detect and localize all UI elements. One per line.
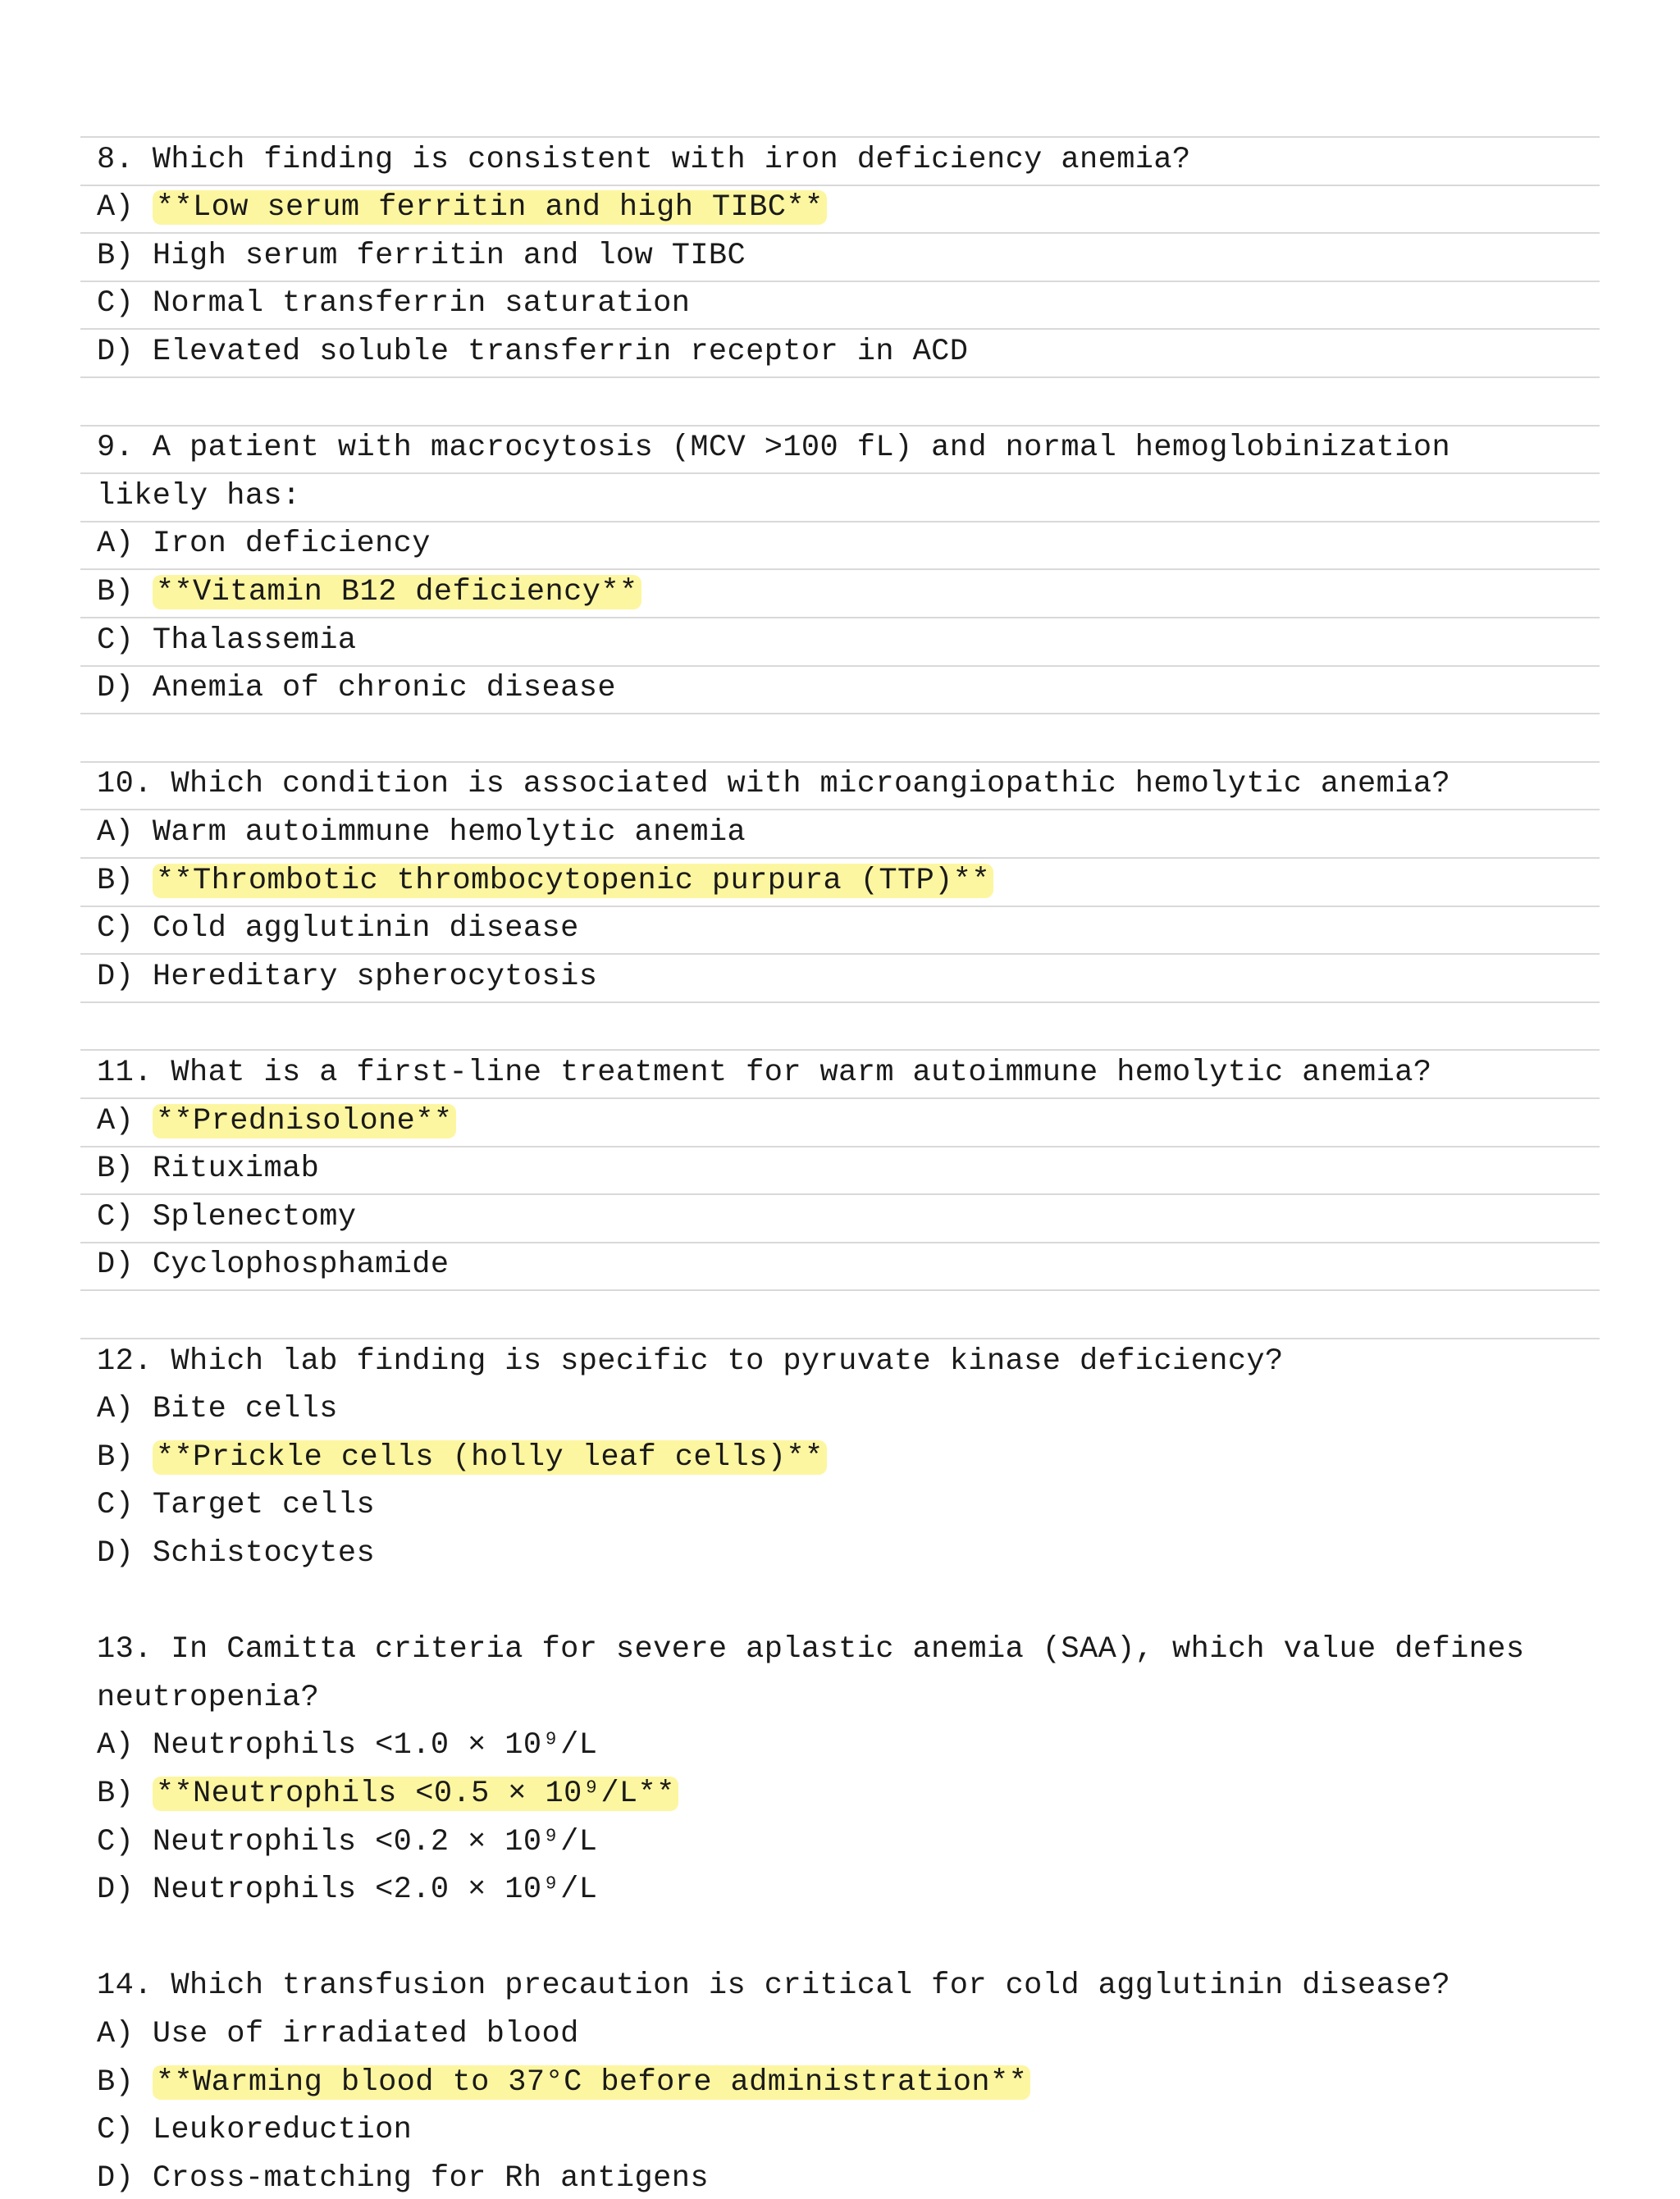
highlighted-answer-text: **Low serum ferritin and high TIBC** xyxy=(153,190,827,225)
ruled-line xyxy=(80,1338,1600,1339)
option-text: Bite cells xyxy=(152,1392,338,1426)
option-letter: A) xyxy=(97,815,135,850)
answer-option xyxy=(97,523,431,564)
option-text: Rituximab xyxy=(152,1152,320,1186)
answer-option xyxy=(97,1485,375,1526)
option-text: Cross-matching for Rh antigens xyxy=(152,2161,709,2196)
ruled-line xyxy=(80,521,1600,522)
question-stem-text: likely has: xyxy=(97,479,301,513)
ruled-line xyxy=(80,809,1600,810)
answer-option xyxy=(97,1822,597,1863)
ruled-line xyxy=(80,617,1600,618)
answer-option-correct xyxy=(97,1101,456,1142)
answer-option xyxy=(97,1725,597,1766)
option-letter: C) xyxy=(97,286,135,321)
ruled-line xyxy=(80,665,1600,667)
question-stem-text: 10. Which condition is associated with microangiopathic hemolytic anemia? xyxy=(97,767,1451,801)
ruled-line xyxy=(80,906,1600,907)
highlighted-answer-text: **Prickle cells (holly leaf cells)** xyxy=(153,1440,827,1475)
ruled-line xyxy=(80,1097,1600,1099)
option-text: Neutrophils <1.0 × 10⁹/L xyxy=(152,1728,598,1763)
highlighted-answer-text: **Vitamin B12 deficiency** xyxy=(153,575,641,609)
question-stem xyxy=(97,427,1450,468)
ruled-line xyxy=(80,953,1600,955)
option-letter: D) xyxy=(97,671,135,705)
option-letter: C) xyxy=(97,1488,135,1522)
answer-option xyxy=(97,2110,412,2151)
answer-option xyxy=(97,1197,356,1238)
answer-option xyxy=(97,2014,579,2055)
answer-option-correct xyxy=(97,2062,1030,2103)
question-stem-text: 13. In Camitta criteria for severe aplastic anemia (SAA), which value defines xyxy=(97,1632,1525,1667)
ruled-line xyxy=(80,328,1600,330)
highlighted-answer-text: **Neutrophils <0.5 × 10⁹/L** xyxy=(153,1777,678,1811)
ruled-line xyxy=(80,185,1600,186)
question-stem xyxy=(97,1341,1284,1382)
option-letter: A) xyxy=(97,2017,135,2051)
answer-option xyxy=(97,668,616,709)
ruled-line xyxy=(80,1289,1600,1291)
answer-option xyxy=(97,908,579,949)
answer-option xyxy=(97,1244,450,1285)
ruled-line xyxy=(80,1242,1600,1243)
option-text: Thalassemia xyxy=(152,623,357,658)
ruled-line xyxy=(80,761,1600,763)
answer-option xyxy=(97,235,746,276)
ruled-line xyxy=(80,568,1600,570)
question-stem xyxy=(97,1965,1450,2006)
question-stem-text: 12. Which lab finding is specific to pyruvate kinase deficiency? xyxy=(97,1344,1284,1379)
highlighted-answer-text: **Thrombotic thrombocytopenic purpura (TTP)** xyxy=(153,864,993,898)
question-stem xyxy=(97,139,1191,180)
option-letter: B) xyxy=(97,1152,135,1186)
option-letter: D) xyxy=(97,1536,135,1571)
option-letter: A) xyxy=(97,1104,135,1138)
ruled-line xyxy=(80,1001,1600,1003)
option-letter: C) xyxy=(97,1200,135,1234)
option-text: Neutrophils <2.0 × 10⁹/L xyxy=(152,1873,598,1907)
answer-option xyxy=(97,1533,375,1574)
question-stem-text: 14. Which transfusion precaution is critical for cold agglutinin disease? xyxy=(97,1969,1451,2003)
option-letter: D) xyxy=(97,335,135,369)
answer-option-correct xyxy=(97,1773,678,1814)
option-letter: D) xyxy=(97,1873,135,1907)
ruled-line xyxy=(80,281,1600,282)
ruled-line xyxy=(80,1049,1600,1051)
question-stem xyxy=(97,1629,1524,1670)
option-letter: D) xyxy=(97,1248,135,1282)
option-letter: A) xyxy=(97,1392,135,1426)
answer-option xyxy=(97,1869,597,1910)
question-stem-text: 11. What is a first-line treatment for warm autoimmune hemolytic anemia? xyxy=(97,1056,1432,1090)
option-letter: A) xyxy=(97,1728,135,1763)
option-letter: C) xyxy=(97,1825,135,1859)
question-stem xyxy=(97,764,1450,805)
ruled-line xyxy=(80,1146,1600,1147)
option-letter: A) xyxy=(97,190,135,225)
option-letter: B) xyxy=(97,864,135,898)
answer-option xyxy=(97,956,597,997)
ruled-line xyxy=(80,425,1600,427)
option-text: Schistocytes xyxy=(152,1536,376,1571)
answer-option xyxy=(97,1389,338,1430)
option-text: Iron deficiency xyxy=(152,527,431,561)
option-text: Target cells xyxy=(152,1488,376,1522)
option-text: Anemia of chronic disease xyxy=(152,671,616,705)
option-letter: B) xyxy=(97,239,135,273)
option-letter: B) xyxy=(97,2065,135,2100)
option-letter: B) xyxy=(97,1440,135,1475)
question-stem-text: neutropenia? xyxy=(97,1681,320,1715)
answer-option-correct xyxy=(97,572,641,613)
option-text: Elevated soluble transferrin receptor in ACD xyxy=(152,335,969,369)
question-stem xyxy=(97,1677,319,1718)
option-letter: C) xyxy=(97,911,135,946)
option-text: Cyclophosphamide xyxy=(152,1248,450,1282)
ruled-line xyxy=(80,472,1600,474)
answer-option xyxy=(97,331,968,372)
ruled-line xyxy=(80,1193,1600,1195)
ruled-line xyxy=(80,232,1600,234)
option-letter: C) xyxy=(97,623,135,658)
option-letter: B) xyxy=(97,575,135,609)
answer-option xyxy=(97,1148,319,1189)
answer-option-correct xyxy=(97,860,993,901)
option-letter: D) xyxy=(97,2161,135,2196)
ruled-line xyxy=(80,376,1600,378)
option-letter: D) xyxy=(97,960,135,994)
highlighted-answer-text: **Prednisolone** xyxy=(153,1104,456,1138)
option-letter: A) xyxy=(97,527,135,561)
option-text: Cold agglutinin disease xyxy=(152,911,579,946)
option-text: Normal transferrin saturation xyxy=(152,286,691,321)
option-letter: C) xyxy=(97,2113,135,2147)
answer-option xyxy=(97,2158,709,2199)
answer-option xyxy=(97,812,746,853)
option-text: Hereditary spherocytosis xyxy=(152,960,598,994)
answer-option xyxy=(97,620,356,661)
answer-option xyxy=(97,283,690,324)
option-text: Warm autoimmune hemolytic anemia xyxy=(152,815,746,850)
highlighted-answer-text: **Warming blood to 37°C before administration** xyxy=(153,2065,1030,2100)
option-text: Neutrophils <0.2 × 10⁹/L xyxy=(152,1825,598,1859)
option-text: Splenectomy xyxy=(152,1200,357,1234)
question-stem xyxy=(97,1052,1431,1093)
ruled-line xyxy=(80,713,1600,714)
question-stem-text: 9. A patient with macrocytosis (MCV >100 fL) and normal hemoglobinization xyxy=(97,431,1451,465)
ruled-line xyxy=(80,136,1600,138)
question-stem xyxy=(97,476,301,517)
answer-option-correct xyxy=(97,1437,827,1478)
question-stem-text: 8. Which finding is consistent with iron deficiency anemia? xyxy=(97,143,1191,177)
answer-option-correct xyxy=(97,187,827,228)
option-letter: B) xyxy=(97,1777,135,1811)
option-text: High serum ferritin and low TIBC xyxy=(152,239,746,273)
option-text: Use of irradiated blood xyxy=(152,2017,579,2051)
option-text: Leukoreduction xyxy=(152,2113,413,2147)
ruled-line xyxy=(80,857,1600,859)
